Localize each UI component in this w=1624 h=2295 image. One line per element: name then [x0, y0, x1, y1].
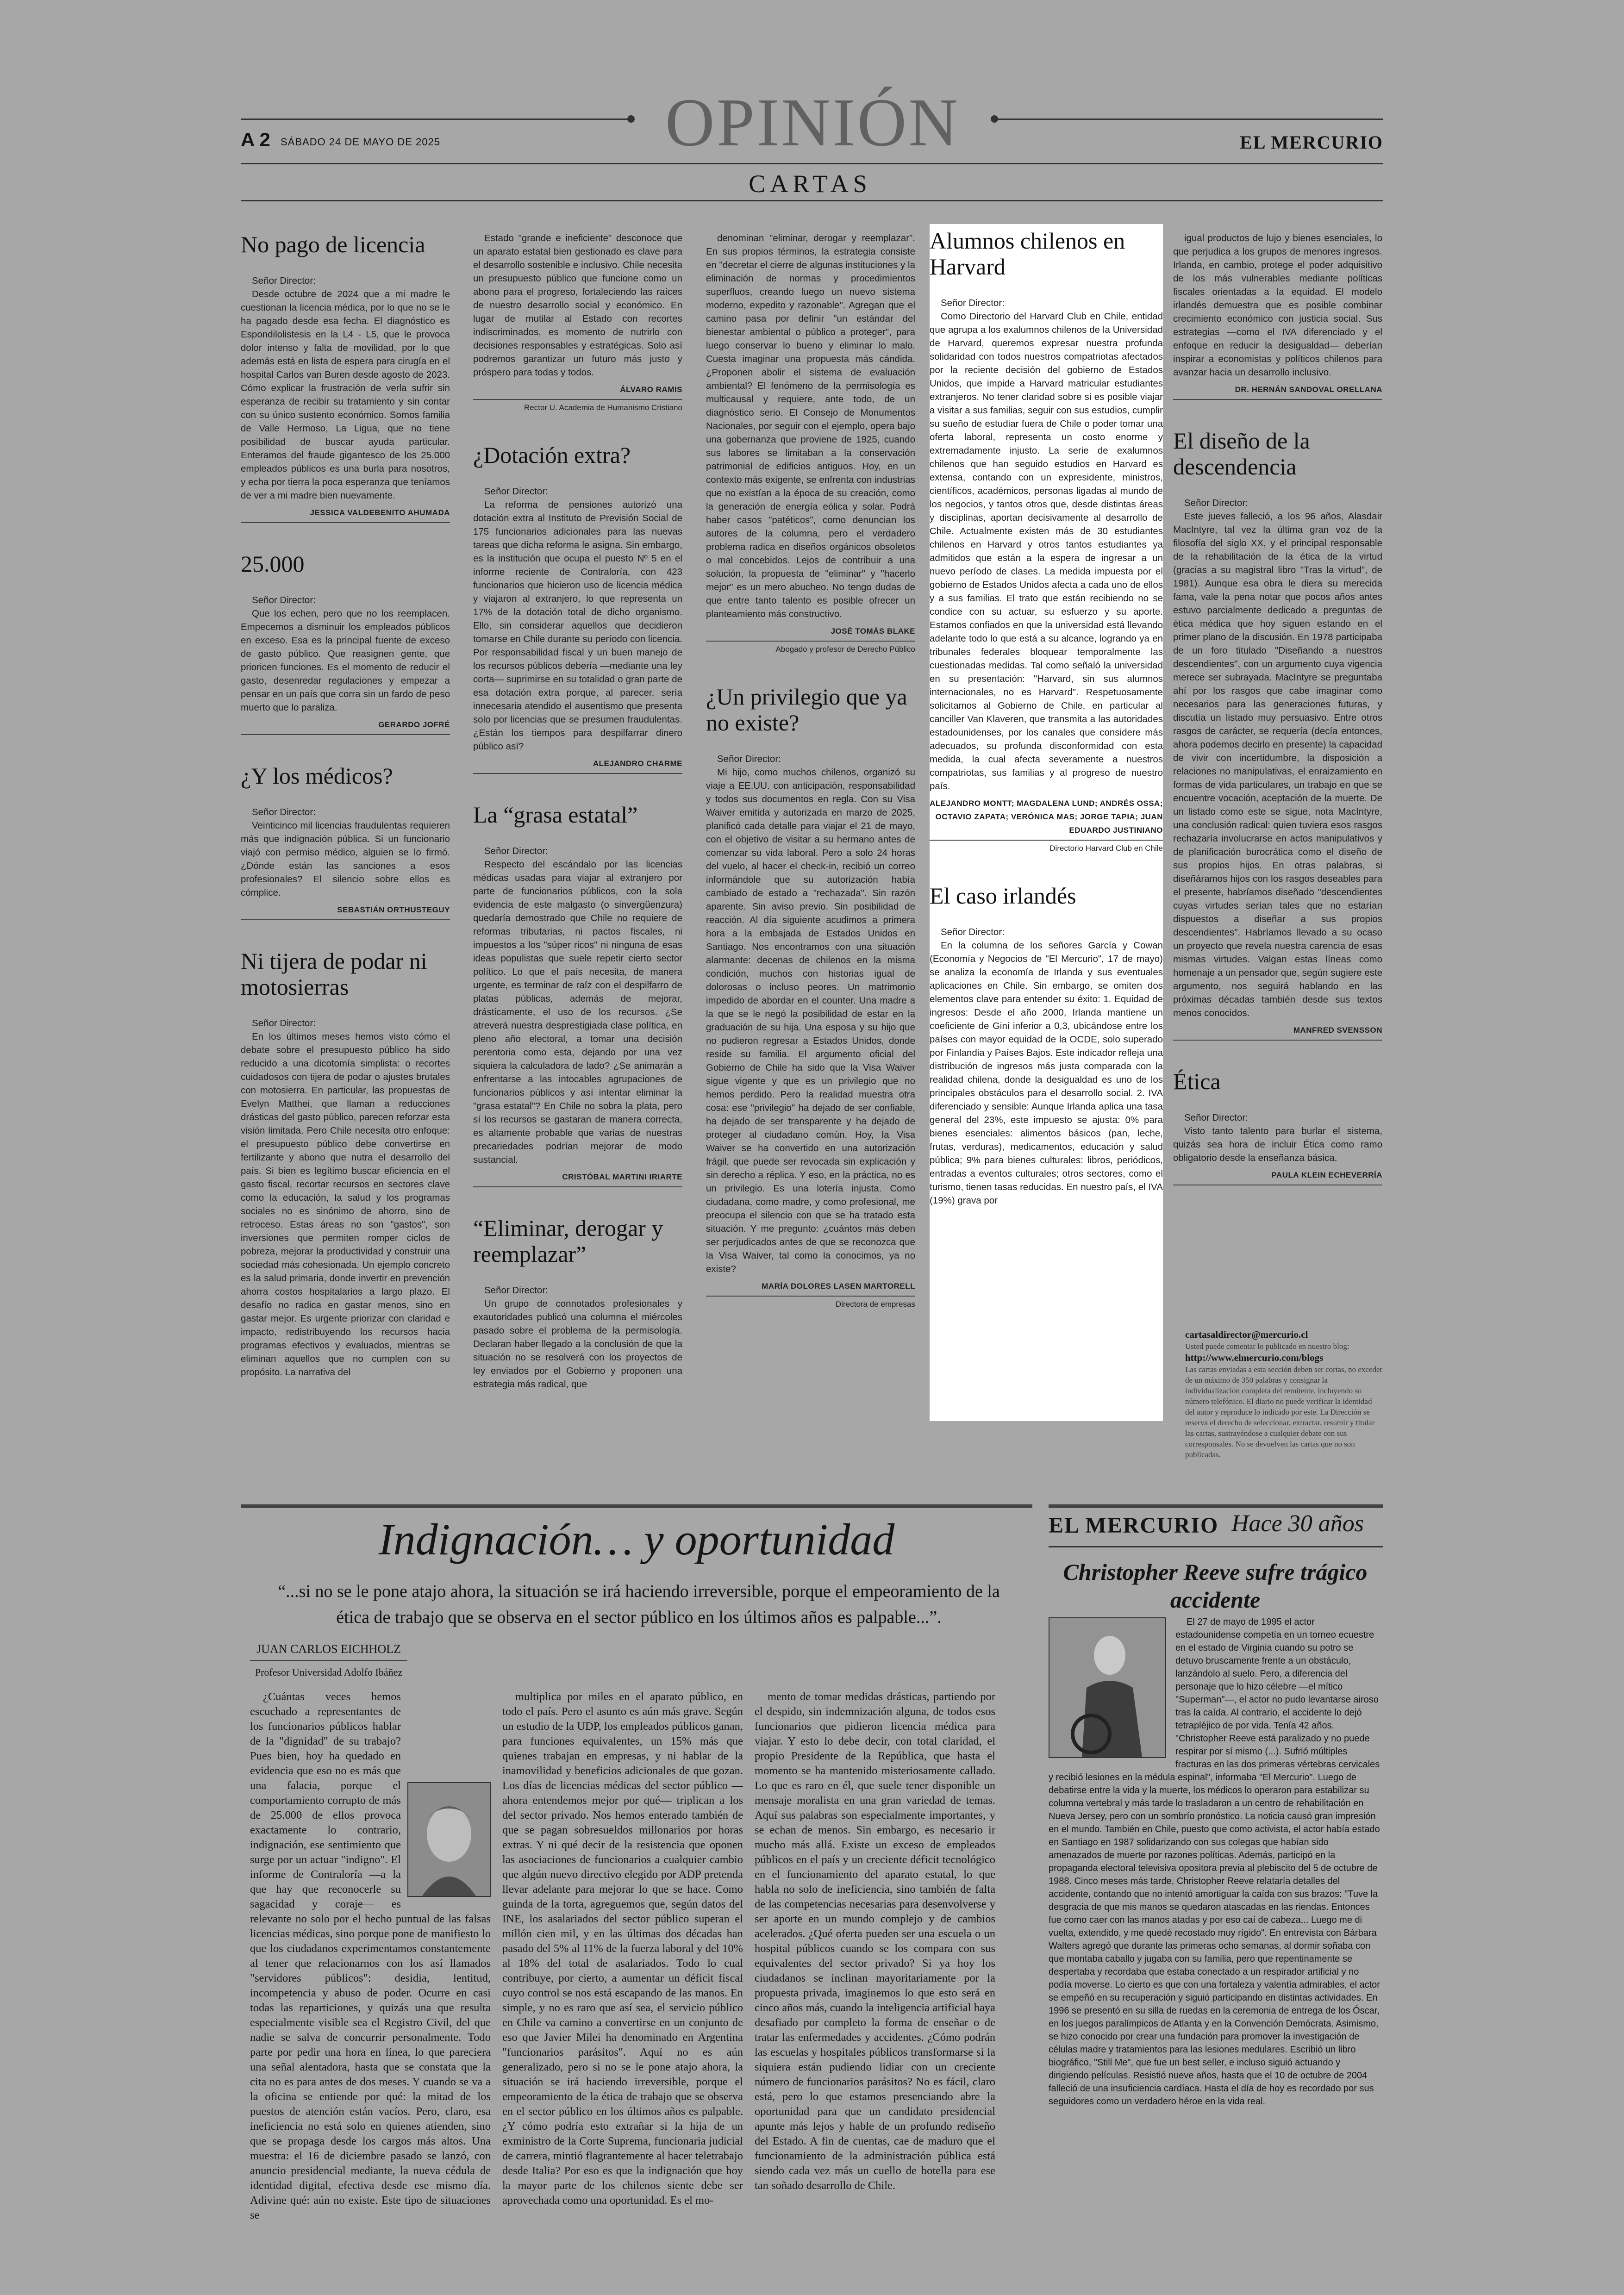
letter-salutation: Señor Director: — [941, 298, 1005, 308]
letter-title: El caso irlandés — [930, 883, 1076, 909]
letter-salutation: Señor Director: — [941, 927, 1005, 937]
opinion-col2-text: multiplica por miles en el aparato público, en todo el país. Pero el asunto es aún más grave. Según un estudio de la UDP, los empleados públicos ganan, para funciones equivalentes, un 15% más que quienes trabajan en empresas, y ni hablar de la inamovilidad y beneficios adicionales de que gozan. Los días de licencias médicas del sector público —ahora entendemos mejor por qué— triplican a los del sector privado. Nos hemos enterado también de que se pagan sobresueldos millonarios por horas extras. Y ni qué decir de la resistencia que oponen las asociaciones de funcionarios a cualquier cambio que algún nuevo directivo elegido por ADP pretenda llevar adelante para mejorar lo que se hace. Como guinda de la torta, agreguemos que, según datos del INE, los asalariados del sector público superan el millón cien mil, y en las últimas dos décadas han pasado del 5% al 11% de la fuerza laboral y del 10% al 18% del total de asalariados. Todo lo cual contribuye, por cierto, a aumentar un déficit fiscal cuyo control se nos está escapando de las manos. En simple, y no es raro que así sea, el servicio público en Chile va camino a convertirse en un conjunto de eso que Javier Milei ha denominado en Argentina "funcionarios parásitos". Aquí no es aún generalizado, pero si no se le pone atajo ahora, la situación se irá haciendo irreversible, porque el empeoramiento de la ética de trabajo que se observa en el sector público en los últimos años es palpable. ¿Y cómo podría esto extrañar si la hija de un exministro de la Corte Suprema, funcionaria judicial de carrera, mintió flagrantemente al hacer teletrabajo desde Italia? Por eso es que la indignación que hoy la mayor parte de los chilenos siente debe ser aprovechada como una oportunidad. Es el mo- — [502, 1690, 743, 2207]
opinion-column-2 — [502, 1690, 743, 2282]
letter-body: Veinticinco mil licencias fraudulentas requieren más que indignación pública. Si un funcionario viajó con permiso médico, alguien se lo firmó. ¿Dónde están las sanciones a esos profesionales? El silencio sobre ellos es cómplice. — [241, 820, 450, 898]
letter-salutation: Señor Director: — [484, 486, 548, 497]
header-rule-right — [995, 118, 1383, 120]
contact-blog[interactable]: http://www.elmercurio.com/blogs — [1185, 1352, 1324, 1363]
reeve-photo — [1049, 1617, 1166, 1758]
letter-body: Respecto del escándalo por las licencias médicas usadas para viajar al extranjero por parte de funcionarios públicos, con la sola evidencia de este malgasto (o sinvergüenzura) quedaría demostrado que Chile no requiere de reformas tributarias, ni pactos fiscales, ni impuestos a los "súper ricos" ni ninguna de esas ideas populistas que suele repetir cierto sector político. Lo que el país necesita, de manera urgente, es terminar de raíz con el despilfarro de platas públicas, además de mejorar, drásticamente, el uso de los recursos. ¿Se atreverá nuestra desprestigiada clase política, en pleno año electoral, a tomar una decisión perentoria como esta, dejando por una vez siquiera la calculadora de lado? ¿Se animarán a enfrentarse a las intocables agrupaciones de funcionarios públicos y así intentar eliminar la "grasa estatal"? En Chile no sobra la plata, pero sí los recursos se gastaran de manera correcta, es altamente probable que varias de nuestras precariedades podrían mejorar de modo sustancial. — [473, 859, 682, 1165]
retro-brand: EL MERCURIO — [1049, 1513, 1219, 1538]
letter-body: Desde octubre de 2024 que a mi madre le cuestionan la licencia médica, por lo que no se le ha pagado desde esa fecha. El diagnóstico es Espondilolistesis en la L4 - L5, que le provoca dolor intenso y falta de movilidad, por lo que además está en lista de espera para cirugía en el hospital Carlos van Buren desde agosto de 2023. Cómo explicar la frustración de verla sufrir sin esperanza de recibir su tratamiento y sin contar con su único sustento económico. Somos familia de Valle Hermoso, La Ligua, que no tiene posibilidad de buscar ayuda particular. Enteramos del fraude gigantesco de los 25.000 empleados públicos es una burla para nosotros, y echa por tierra la poca esperanza que teníamos de ver a mi madre bien nuevamente. — [241, 289, 450, 501]
retro-subtitle: Hace 30 años — [1231, 1510, 1364, 1537]
letter-title: Ni tijera de podar ni motosierras — [241, 948, 427, 1000]
letter-salutation: Señor Director: — [484, 1285, 548, 1296]
letters-column-2 — [473, 231, 682, 1416]
letter-body: La reforma de pensiones autorizó una dotación extra al Instituto de Previsión Social de 175 funcionarios adicionales para las nuevas tareas que dicha reforma le asigna. Sin embargo, es la institución que ocupa el puesto Nº 5 en el informe reciente de Contraloría, con 423 funcionarios que hicieron uso de licencia médica y viajaron al extranjero, lo que representa un 17% de la dotación total de dicho organismo. Ello, sin considerar aquellos que decidieron tomarse en Chile durante su período con licencia. Por responsabilidad fiscal y un buen manejo de los recursos públicos debería —mediante una ley corta— suprimirse en su totalidad o gran parte de esa dotación extra porque, al parecer, sería innecesaria atendido el ausentismo que presenta solo por licencias que se presumen fraudulentas. ¿Están los tiempos para despilfarrar dinero público así? — [473, 499, 682, 752]
header-rule-mid — [241, 163, 1383, 164]
letter-signature: MANFRED SVENSSON — [1173, 1023, 1382, 1041]
letters-column-5 — [1173, 231, 1382, 1301]
letter-signature: PAULA KLEIN ECHEVERRÍA — [1173, 1168, 1382, 1185]
letter-affiliation: Rector U. Academia de Humanismo Cristiano — [524, 403, 682, 412]
contact-note: Usted puede comentar lo publicado en nuestro blog: — [1185, 1342, 1349, 1351]
letter-body: En los últimos meses hemos visto cómo el debate sobre el presupuesto público ha sido reducido a una dicotomía simplista: o recortes cuidadosos con tijera de podar o ajustes brutales con motosierra. En particular, las propuestas de Evelyn Matthei, que llaman a reducciones drásticas del gasto público, parecen reforzar esta visión limitada. Pero Chile necesita otro enfoque: el presupuesto público debe convertirse en fertilizante y abono que nutra el desarrollo del país. Si bien es legítimo buscar eficiencia en el gasto fiscal, recortar recursos en sectores clave como la educación, la salud y los programas sociales no es sinónimo de ahorro, sino de retroceso. Estas áreas no son "gastos", son inversiones que permiten romper ciclos de pobreza, mejorar la productividad y construir una sociedad más cohesionada. Un ejemplo concreto es la salud primaria, donde invertir en prevención ahorra costos hospitalarios a largo plazo. El desafío no radica en gastar menos, sino en gastar mejor. Es urgente priorizar con claridad e impacto, redistribuyendo los recursos hacia programas efectivos y evaluados, mientras se eliminan aquellos que no cumplen con su propósito. La narrativa del — [241, 1031, 450, 1378]
letter-body: Que los echen, pero que no los reemplacen. Empecemos a disminuir los empleados públicos en exceso. Esa es la principal fuente de exceso de gasto público. Que reasignen gente, que prioricen funciones. Es el momento de reducir el gasto, desenredar regulaciones y empezar a pensar en un país que corra sin un fardo de peso muerto que lo paraliza. — [241, 608, 450, 713]
letter-body: denominan "eliminar, derogar y reemplazar". En sus propios términos, la estrategia consiste en "decretar el cierre de algunas instituciones y la eliminación de normas y procedimientos superfluos, creando luego un nuevo sistema moderno, expedito y razonable". Agregan que el camino pasa por definir "un estándar del bienestar ambiental o público a proteger", para luego conservar lo bueno y eliminar lo malo. Cuesta imaginar una propuesta más cándida. ¿Proponen abolir el sistema de evaluación ambiental? El fenómeno de la permisología es multicausal y requiere, ante todo, de un diagnóstico serio. El Consejo de Monumentos Nacionales, por seguir con el ejemplo, opera bajo una gobernanza que proviene de 1925, cuando sus labores se limitaban a la conservación patrimonial de edificios antiguos. Hoy, en un contexto más exigente, se enfrenta con industrias que no existían a la época de su creación, como la generación de energía eólica y solar. Podrá haber casos "patéticos", como denuncian los autores de la columna, pero el verdadero problema radica en diseños orgánicos obsoletos o mal concebidos. Lejos de contribuir a una solución, la propuesta de "eliminar" y "hacerlo mejor" es un mero abucheo. No tengo dudas de que entre tanto talento es posible ofrecer un planteamiento más constructivo. — [706, 233, 915, 619]
subsection-title: CARTAS — [749, 170, 872, 198]
letter-salutation: Señor Director: — [1184, 1112, 1248, 1123]
letter-salutation: Señor Director: — [252, 1018, 316, 1029]
letters-column-4 — [930, 224, 1163, 1421]
author-photo — [407, 1782, 491, 1897]
header-rule-bottom — [241, 200, 1383, 201]
letter-body: Estado "grande e ineficiente" desconoce que un aparato estatal bien gestionado es clave para el desarrollo sostenible e inclusivo. Chile necesita un presupuesto público que funcione como un abono para el progreso, fortaleciendo las raíces de nuestro desarrollo social y económico. En lugar de mutilar al Estado con recortes indiscriminados, es momento de nutrirlo con decisiones responsables y estratégicas. Solo así podremos garantizar un futuro más justo y próspero para todas y todos. — [473, 233, 682, 378]
letter-affiliation: Directorio Harvard Club en Chile — [1049, 844, 1163, 853]
opinion-column-1 — [250, 1690, 491, 2282]
letter-salutation: Señor Director: — [252, 807, 316, 817]
contact-email[interactable]: cartasaldirector@mercurio.cl — [1185, 1329, 1308, 1340]
letter-signature: ALEJANDRO MONTT; MAGDALENA LUND; ANDRÉS OSSA; OCTAVIO ZAPATA; VERÓNICA MAS; JORGE TAPIA; JUAN EDUARDO JUSTINIANO — [930, 797, 1163, 841]
opinion-author-affiliation: Profesor Universidad Adolfo Ibáñez — [255, 1666, 403, 1678]
opinion-author: JUAN CARLOS EICHHOLZ — [250, 1642, 407, 1661]
letter-body: En la columna de los señores García y Cowan (Economía y Negocios de "El Mercurio", 17 de mayo) se analiza la economía de Irlanda y sus eventuales aplicaciones en Chile. Sin embargo, se omiten dos elementos clave para entender su éxito: 1. Equidad de ingresos: Desde el año 2000, Irlanda mantiene un coeficiente de Gini inferior a 0,3, ubicándose entre los países con mayor equidad de la OCDE, solo superado por Finlandia y Países Bajos. Este indicador refleja una distribución de ingresos más justa comparada con la realidad chilena, donde la desigualdad es uno de los principales obstáculos para el desarrollo social. 2. IVA diferenciado y sensible: Aunque Irlanda aplica una tasa general del 23%, este impuesto se ajusta: 0% para bienes esenciales: alimentos básicos (pan, leche, frutas, verduras), medicamentos, educación y salud pública; 9% para bienes culturales: libros, periódicos, entradas a eventos culturales; otros sectores, como el turismo, tienen tasas reducidas. En nuestro país, el IVA (19%) grava por — [930, 940, 1163, 1206]
retro-body — [1049, 1615, 1382, 2282]
author-portrait-icon — [408, 1783, 490, 1896]
letter-signature: JESSICA VALDEBENITO AHUMADA — [241, 506, 450, 523]
letter-signature: JOSÉ TOMÁS BLAKE — [706, 624, 915, 642]
letter-body: Como Directorio del Harvard Club en Chile, entidad que agrupa a los exalumnos chilenos de la Universidad de Harvard, queremos expresar nuestra profunda solidaridad con todos nuestros compatriotas afectados por la reciente decisión del gobierno de Estados Unidos, que impide a Harvard matricular estudiantes extranjeros. No tener claridad sobre si es posible viajar a visitar a sus familias, seguir con sus estudios, cumplir su sueño de estudiar fuera de Chile o poder tomar una oferta laboral, representa un costo enorme y extremadamente injusto. La serie de exalumnos chilenos que han seguido estudios en Harvard es extensa, contando con un expresidente, ministros, científicos, académicos, personas ligadas al mundo de los negocios, y tantos otros que, desde distintas áreas y disciplinas, aportan decisivamente al desarrollo de Chile. Actualmente existen más de 30 estudiantes chilenos en Harvard y otros tantos estudiantes ya admitidos que están a la espera de ingresar a un nuevo período de clases. La medida impuesta por el gobierno de Estados Unidos afecta a cada uno de ellos y a sus familias. El trato que están recibiendo no se condice con su actuar, su esfuerzo y su aporte. Estamos confiados en que la universidad está llevando adelante todo lo que está a su alcance, logrando ya en tribunales federales bloquear temporalmente las cuestionadas medidas. Tal como señaló la universidad en su presentación: "Harvard, sin sus alumnos internacionales, no es Harvard". Respetuosamente solicitamos al Gobierno de Chile, en particular al canciller Van Klaveren, que transmita a las autoridades estadounidenses, por los canales que considere más adecuados, su profunda disconformidad con esta medida, la cual afecta severamente a nuestros compatriotas, sus familias y al progreso de nuestro país. — [930, 311, 1163, 792]
opinion-col3-text: mento de tomar medidas drásticas, partiendo por el despido, sin indemnización alguna, de todos esos funcionarios que pidieron licencia médica para viajar. Y esto lo debe decir, con total claridad, el propio Presidente de la República, que hasta el momento se ha mantenido misteriosamente callado. Lo que es raro en él, que suele tener disponible un mensaje moralista en una gran variedad de temas. Aquí sus palabras son especialmente importantes, y se echan de menos. Sin embargo, es necesario ir mucho más allá. Existe un exceso de empleados públicos en el país y un creciente déficit tecnológico en el funcionamiento del aparato estatal, lo que habla no solo de ineficiencia, sino también de falta de las competencias necesarias para desenvolverse y ser aporte en un mundo complejo y de cambios acelerados. ¿Qué oferta pueden ser una escuela o un hospital públicos cuando se los compara con sus equivalentes del sector privado? Si ya hoy los ciudadanos se inclinan mayoritariamente por la propuesta privada, imaginemos lo que esto será en cinco años más, cuando la inteligencia artificial haya desafiado por completo la forma de enseñar o de tratar las enfermedades y accidentes. ¿Cómo podrán las escuelas y hospitales públicos transformarse si la siquiera están pudiendo lidiar con un creciente número de funcionarios parásitos? No es fácil, claro está, pero lo que estamos presenciando abre la oportunidad para que un candidato presidencial apunte más lejos y hable de un profundo rediseño del Estado. A fin de cuentas, cae de maduro que el funcionamiento de la administración pública está siendo cada vez más un cuello de botella para ese tan soñado desarrollo de Chile. — [755, 1690, 995, 2192]
letter-signature: GERARDO JOFRÉ — [241, 718, 450, 735]
letter-body: Un grupo de connotados profesionales y exautoridades publicó una columna el miércoles pasado sobre el problema de la permisología. Declaran haber llegado a la conclusión de que la situación no se resolverá con los proyectos de ley enviados por el Gobierno y proponen una estrategia más radical, que — [473, 1298, 682, 1390]
letter-body: igual productos de lujo y bienes esenciales, lo que perjudica a los grupos de menores ingresos. Irlanda, en cambio, protege el poder adquisitivo de los más vulnerables mediante políticas fiscales orientadas a la equidad. El modelo irlandés demuestra que es posible combinar crecimiento económico con justicia social. Sus estrategias —como el IVA diferenciado y el enfoque en reducir la desigualdad— deberían inspirar a economistas y políticos chilenos para avanzar hacia un desarrollo inclusivo. — [1173, 233, 1382, 378]
letter-title: Ética — [1173, 1068, 1221, 1094]
header-dot-left — [627, 115, 635, 123]
newspaper-brand: EL MERCURIO — [1240, 132, 1383, 153]
letter-body: Este jueves falleció, a los 96 años, Alasdair MacIntyre, tal vez la última gran voz de la filosofía del siglo XX, y el principal responsable de la rehabilitación de la ética de la virtud (gracias a su magistral libro "Tras la virtud", de 1981). Aunque esa obra le diera su merecida fama, vale la pena notar que pocos años antes estuvo parcialmente dedicado a preguntas de ética médica que hoy siguen estando en el primer plano de la discusión. En 1978 participaba de un foro titulado "Diseñando a nuestros descendientes", con un argumento cuya vigencia merece ser subrayada. MacIntyre se preguntaba ahí por los rasgos que cabe imaginar como necesarios para las generaciones futuras, y discutía un listado muy persuasivo. Entre otros rasgos de carácter, se requería (decía entonces, ahora podemos decirlo en presente) la capacidad de vivir con incertidumbre, la disposición a relaciones no manipulativas, el enraizamiento en formas de vida particulares, un trabajo en que se encuentre vocación, aceptación de la muerte. De un listado como este se sigue, nota MacIntyre, una conclusión radical: quien tuviera esos rasgos rechazaría involucrarse en actos manipulativos y de planificación burocrática como el diseño de sus propios hijos. En otras palabras, si diseñáramos hijos con los rasgos deseables para el presente, habríamos diseñado "descendientes cuyas virtudes serían tales que no estarían dispuestos a diseñar a sus propios descendientes". Habríamos llevado a su ocaso un proyecto que revela nuestra carencia de esas mismas virtudes. Valgan estas líneas como homenaje a un pensador que, según sugiere este argumento, nos seguirá hablando en las próximas décadas también desde sus textos menos conocidos. — [1173, 511, 1382, 1018]
letter-signature: SEBASTIÁN ORTHUSTEGUY — [241, 903, 450, 920]
contact-rules: Las cartas enviadas a esta sección deben ser cortas, no exceder de un máximo de 350 palabras y consignar la individualización completa del remitente, incluyendo su número telefónico. El diario no puede verificar la identidad del autor y reproduce lo indicado por este. La Dirección se reserva el derecho de seleccionar, extractar, resumir y titular las cartas, sustrayéndose a cualquier debate con sus corresponsales. No se devuelven las cartas que no son publicadas. — [1185, 1365, 1383, 1459]
letters-column-1 — [241, 231, 450, 1416]
opinion-quote: “...si no se le pone atajo ahora, la situación se irá haciendo irreversible, porque el empeoramiento de la ética de trabajo que se observa en el sector público en los últimos años es palpable...”. — [278, 1582, 1000, 1627]
issue-date: SÁBADO 24 DE MAYO DE 2025 — [281, 136, 440, 148]
letter-title: ¿Dotación extra? — [473, 442, 631, 468]
letter-salutation: Señor Director: — [717, 754, 781, 764]
letter-signature: ALEJANDRO CHARME — [473, 757, 682, 774]
page-number: A 2 — [241, 129, 270, 150]
opinion-title: Indignación… y oportunidad — [378, 1515, 895, 1564]
header-rule-left — [241, 118, 634, 120]
letter-affiliation: Directora de empresas — [836, 1300, 915, 1309]
section-title: OPINIÓN — [665, 85, 960, 161]
letter-title: ¿Y los médicos? — [241, 763, 393, 789]
letter-title: “Eliminar, derogar y reemplazar” — [473, 1215, 663, 1267]
letter-signature: ÁLVARO RAMIS — [473, 383, 682, 400]
contact-box — [1185, 1328, 1383, 1460]
letter-salutation: Señor Director: — [1184, 498, 1248, 508]
wheelchair-portrait-icon — [1049, 1618, 1165, 1757]
letter-title: ¿Un privilegio que ya no existe? — [706, 684, 907, 736]
retro-text: El 27 de mayo de 1995 el actor estadounidense competía en un torneo ecuestre en el estado de Virginia cuando su potro se detuvo bruscamente frente a un obstáculo, lanzándolo al suelo. Pero, a diferencia del personaje que lo hizo célebre —el mítico "Superman"—, el actor no pudo levantarse airoso tras la caída. Al contrario, el accidente lo dejó tetrapléjico de por vida. Tenía 42 años. "Christopher Reeve está paralizado y no puede respirar por sí mismo (...). Sufrió múltiples fracturas en las dos primeras vértebras cervicales y recibió lesiones en la médula espinal", informaba "El Mercurio". Luego de debatirse entre la vida y la muerte, los médicos lo operaron para estabilizar su columna vertebral y más tarde lo trasladaron a un centro de rehabilitación en Nueva Jersey, pero con un sombrío pronóstico. La noticia causó gran impresión en el mundo. También en Chile, puesto que como activista, el actor había estado en Santiago en 1987 solidarizando con sus colegas que habían sido amenazados de muerte por razones políticas. Además, participó en la propaganda electoral televisiva opositora previa al plebiscito del 5 de octubre de 1988. Cinco meses más tarde, Christopher Reeve relataría detalles del accidente, contando que no intentó amortiguar la caída con sus brazos: "Tuve la desgracia de que mis manos se quedaron atascadas en las riendas. Entonces fue como caer con las manos atadas y por eso caí de cabeza... Luego me di vuelta, extendido, y me quedé recostado muy rígido". En entrevista con Bárbara Walters agregó que durante las primeras ocho semanas, al dormir soñaba con que montaba caballo y jugaba con su familia, pero que repentinamente se despertaba y recordaba que estaba conectado a un respirador artificial y no podía moverse. Lo cierto es que con una fortaleza y valentía admirables, el actor se empeñó en su recuperación y siguió participando en distintas actividades. En 1996 se presentó en su silla de ruedas en la ceremonia de entrega de los Óscar, en los juegos paralímpicos de Atlanta y en la Convención Demócrata. Asimismo, se hizo conocido por crear una fundación para promover la investigación de células madre y tratamientos para las lesiones medulares. Escribió un libro biográfico, "Still Me", que fue un best seller, e incluso siguió actuando y dirigiendo películas. Resistió nueve años, hasta que el 10 de octubre de 2004 falleció de una insuficiencia cardíaca. Hasta el día de hoy es recordado por sus seguidores como un verdadero héroe en la vida real. — [1049, 1617, 1380, 2107]
letter-body: Visto tanto talento para burlar el sistema, quizás sea hora de incluir Ética como ramo obligatorio desde la enseñanza básica. — [1173, 1126, 1382, 1163]
retro-rule — [1049, 1546, 1383, 1547]
retro-top-bar — [1049, 1504, 1383, 1508]
letter-title: 25.000 — [241, 551, 305, 577]
letter-salutation: Señor Director: — [484, 846, 548, 856]
letter-signature: DR. HERNÁN SANDOVAL ORELLANA — [1173, 383, 1382, 400]
letter-title: El diseño de la descendencia — [1173, 428, 1310, 480]
letters-column-3 — [706, 231, 915, 1416]
letter-title: La “grasa estatal” — [473, 802, 638, 828]
letter-title: Alumnos chilenos en Harvard — [930, 228, 1125, 280]
letter-signature: MARÍA DOLORES LASEN MARTORELL — [706, 1279, 915, 1297]
retro-title: Christopher Reeve sufre trágico accidente — [1063, 1559, 1368, 1613]
opinion-top-bar — [241, 1504, 1032, 1508]
letter-body: Mi hijo, como muchos chilenos, organizó su viaje a EE.UU. con anticipación, responsabilidad y todos sus documentos en regla. Con su Visa Waiver emitida y autorizada en marzo de 2025, planificó cada detalle para viajar el 21 de mayo, con el objetivo de visitar a su hermano antes de comenzar su vida laboral. Pero a solo 24 horas del vuelo, al hacer el check-in, recibió un correo informándole que su autorización había cambiado de estado a "rechazada". Sin razón aparente. Sin aviso previo. Sin posibilidad de reacción. Al día siguiente acudimos a primera hora a la embajada de Estados Unidos en Santiago. Nos encontramos con una situación alarmante: decenas de chilenos en la misma condición, muchos con historias igual de dolorosas o incluso peores. Un matrimonio impedido de abordar en el counter. Una madre a la que se le negó la posibilidad de estar en la graduación de su hija. Una esposa y su hijo que no pudieron regresar a Estados Unidos, donde reside su familia. El argumento oficial del Gobierno de Chile ha sido que la Visa Waiver sigue vigente y que es un privilegio que no hemos perdido. Pero la realidad muestra otra cosa: ese "privilegio" ha dejado de ser confiable, ha dejado de ser transparente y ha dejado de proteger al ciudadano común. Hoy, la Visa Waiver se ha convertido en una autorización frágil, que puede ser revocada sin explicación y sin derecho a réplica. Y eso, en la práctica, no es un privilegio. Es una lotería injusta. Como ciudadana, como madre, y como profesional, me preocupa el silencio con que se ha tratado esta situación. Y me pregunto: ¿cuántos más deben ser perjudicados antes de que se reconozca que la Visa Waiver, tal como la conocimos, ya no existe? — [706, 767, 915, 1274]
letter-salutation: Señor Director: — [252, 595, 316, 605]
letter-title: No pago de licencia — [241, 231, 425, 257]
opinion-col1-text: ¿Cuántas veces hemos escuchado a representantes de los funcionarios públicos hablar de la "dignidad" de su trabajo? Pues bien, hoy ha quedado en evidencia que eso no es más que una falacia, porque el comportamiento corrupto de más de 25.000 de ellos provoca exactamente lo contrario, indignación, ese sentimiento que surge por un actuar "indigno". El informe de Contraloría —a la que hay que reconocerle su sagacidad y coraje— es relevante no solo por el hecho puntual de las falsas licencias médicas, sino porque pone de manifiesto lo que los ciudadanos experimentamos constantemente al tener que relacionarnos con los así llamados "servidores públicos": desidia, lentitud, incompetencia y abuso de poder. Ocurre en casi todas las reparticiones, y quizás una que resulta especialmente visible sea el Registro Civil, del que nadie se salva de concurrir personalmente. Todo parte por pedir una hora en línea, lo que pareciera una señal alentadora, hasta que se constata que la cita no es para antes de dos meses. Y cuando se va a la oficina se entiende por qué: la mitad de los puestos de atención están vacíos. Pero, claro, esa ineficiencia no está solo en quienes atienden, sino que se propaga desde los cargos más altos. Una muestra: el 16 de diciembre pasado se lanzó, con anuncio presidencial mediante, la nueva cédula de identidad digital, efectiva desde ese mismo día. Adivine qué: aún no existe. Este tipo de situaciones se — [250, 1690, 491, 2221]
letter-affiliation: Abogado y profesor de Derecho Público — [775, 645, 915, 654]
letter-signature: CRISTÓBAL MARTINI IRIARTE — [473, 1170, 682, 1187]
opinion-column-3 — [755, 1690, 995, 2282]
letter-salutation: Señor Director: — [252, 275, 316, 286]
